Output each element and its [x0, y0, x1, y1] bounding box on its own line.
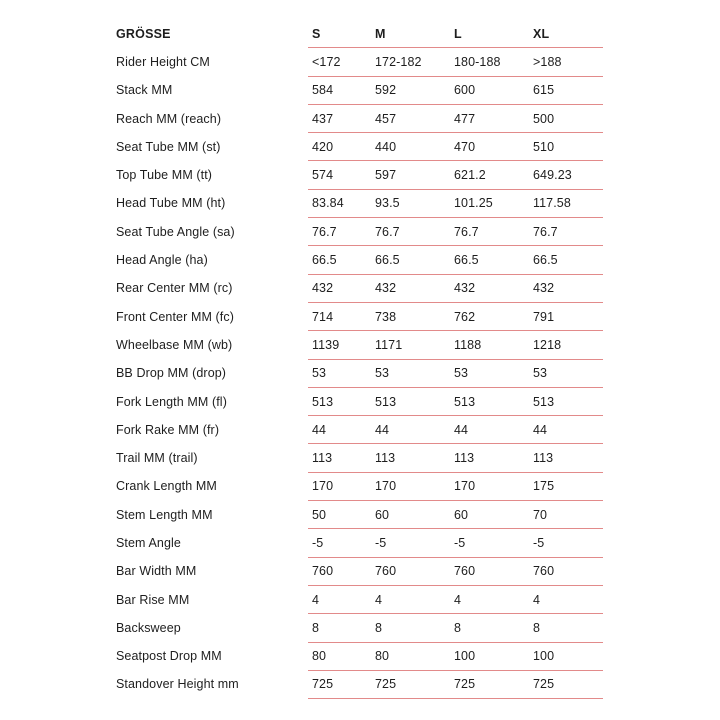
cell-l: 1188 — [450, 331, 529, 359]
table-row — [110, 161, 603, 189]
table-row — [110, 218, 603, 246]
cell-l: -5 — [450, 529, 529, 557]
cell-xl: 53 — [529, 359, 603, 387]
cell-xl: 760 — [529, 557, 603, 585]
cell-s: 113 — [308, 444, 371, 472]
cell-xl: 500 — [529, 104, 603, 132]
cell-xl: 1218 — [529, 331, 603, 359]
table-row — [110, 529, 603, 557]
cell-m: 592 — [371, 76, 450, 104]
cell-m: 738 — [371, 302, 450, 330]
cell-l: 470 — [450, 133, 529, 161]
cell-s: 4 — [308, 585, 371, 613]
cell-l: 100 — [450, 642, 529, 670]
cell-m: 1171 — [371, 331, 450, 359]
cell-s: 432 — [308, 274, 371, 302]
cell-s: 8 — [308, 614, 371, 642]
cell-s: 725 — [308, 670, 371, 698]
cell-l: 725 — [450, 670, 529, 698]
table-body — [110, 48, 603, 699]
cell-s: 53 — [308, 359, 371, 387]
table-row — [110, 501, 603, 529]
cell-l: 60 — [450, 501, 529, 529]
cell-s: <172 — [308, 48, 371, 76]
cell-l: 762 — [450, 302, 529, 330]
row-label: Head Angle (ha) — [116, 253, 208, 268]
cell-s: 50 — [308, 501, 371, 529]
cell-xl: -5 — [529, 529, 603, 557]
cell-s: 437 — [308, 104, 371, 132]
cell-m: 760 — [371, 557, 450, 585]
row-label: Stem Length MM — [116, 507, 213, 522]
table-row — [110, 444, 603, 472]
cell-m: 597 — [371, 161, 450, 189]
table-row — [110, 557, 603, 585]
table-row — [110, 133, 603, 161]
cell-s: 83.84 — [308, 189, 371, 217]
cell-m: 170 — [371, 472, 450, 500]
cell-m: 725 — [371, 670, 450, 698]
cell-s: 44 — [308, 416, 371, 444]
cell-xl: 432 — [529, 274, 603, 302]
cell-m: 513 — [371, 387, 450, 415]
cell-s: 584 — [308, 76, 371, 104]
cell-l: 113 — [450, 444, 529, 472]
cell-xl: 113 — [529, 444, 603, 472]
row-label: Seat Tube Angle (sa) — [116, 224, 235, 239]
cell-m: 113 — [371, 444, 450, 472]
cell-l: 760 — [450, 557, 529, 585]
cell-xl: 44 — [529, 416, 603, 444]
cell-s: 66.5 — [308, 246, 371, 274]
row-label: Front Center MM (fc) — [116, 309, 234, 324]
cell-l: 4 — [450, 585, 529, 613]
row-label: BB Drop MM (drop) — [116, 366, 227, 381]
row-label: Crank Length MM — [116, 479, 217, 494]
row-label: Seatpost Drop MM — [116, 649, 222, 664]
cell-xl: 4 — [529, 585, 603, 613]
table-row — [110, 189, 603, 217]
cell-l: 477 — [450, 104, 529, 132]
cell-xl: 791 — [529, 302, 603, 330]
cell-xl: 513 — [529, 387, 603, 415]
row-label: Seat Tube MM (st) — [116, 139, 221, 154]
cell-xl: 76.7 — [529, 218, 603, 246]
cell-xl: 117.58 — [529, 189, 603, 217]
row-label: Fork Length MM (fl) — [116, 394, 227, 409]
table-row — [110, 274, 603, 302]
cell-xl: 510 — [529, 133, 603, 161]
table-row — [110, 585, 603, 613]
cell-xl: 8 — [529, 614, 603, 642]
table-row — [110, 331, 603, 359]
cell-m: 8 — [371, 614, 450, 642]
cell-s: 760 — [308, 557, 371, 585]
cell-m: 4 — [371, 585, 450, 613]
cell-m: 76.7 — [371, 218, 450, 246]
cell-l: 8 — [450, 614, 529, 642]
row-label: Bar Rise MM — [116, 592, 190, 607]
cell-s: 574 — [308, 161, 371, 189]
cell-l: 53 — [450, 359, 529, 387]
cell-m: 457 — [371, 104, 450, 132]
row-label: Top Tube MM (tt) — [116, 168, 213, 183]
size-header-l: L — [450, 20, 529, 48]
cell-s: 80 — [308, 642, 371, 670]
cell-s: 76.7 — [308, 218, 371, 246]
cell-l: 513 — [450, 387, 529, 415]
cell-m: 80 — [371, 642, 450, 670]
size-header-label: GRÖSSE — [116, 26, 171, 41]
cell-s: 714 — [308, 302, 371, 330]
header-row — [110, 20, 603, 48]
size-header-m: M — [371, 20, 450, 48]
table-row — [110, 642, 603, 670]
cell-xl: 649.23 — [529, 161, 603, 189]
cell-l: 180-188 — [450, 48, 529, 76]
cell-l: 76.7 — [450, 218, 529, 246]
cell-m: 66.5 — [371, 246, 450, 274]
cell-xl: 66.5 — [529, 246, 603, 274]
cell-s: 420 — [308, 133, 371, 161]
cell-m: 53 — [371, 359, 450, 387]
cell-m: 172-182 — [371, 48, 450, 76]
cell-m: 432 — [371, 274, 450, 302]
cell-xl: >188 — [529, 48, 603, 76]
table-row — [110, 614, 603, 642]
cell-m: 440 — [371, 133, 450, 161]
row-label: Standover Height mm — [116, 677, 239, 692]
cell-xl: 70 — [529, 501, 603, 529]
cell-m: -5 — [371, 529, 450, 557]
row-label: Rider Height CM — [116, 54, 210, 69]
table-row — [110, 246, 603, 274]
geometry-table — [110, 20, 603, 699]
row-label: Head Tube MM (ht) — [116, 196, 226, 211]
row-label: Reach MM (reach) — [116, 111, 222, 126]
cell-s: -5 — [308, 529, 371, 557]
size-header-s: S — [308, 20, 371, 48]
table-row — [110, 670, 603, 698]
cell-xl: 725 — [529, 670, 603, 698]
cell-s: 1139 — [308, 331, 371, 359]
row-label: Stack MM — [116, 83, 173, 98]
cell-m: 93.5 — [371, 189, 450, 217]
cell-l: 600 — [450, 76, 529, 104]
size-header-xl: XL — [529, 20, 603, 48]
cell-xl: 100 — [529, 642, 603, 670]
cell-m: 44 — [371, 416, 450, 444]
cell-xl: 175 — [529, 472, 603, 500]
table-row — [110, 104, 603, 132]
row-label: Stem Angle — [116, 535, 181, 550]
cell-l: 44 — [450, 416, 529, 444]
row-label: Trail MM (trail) — [116, 451, 198, 466]
table-row — [110, 302, 603, 330]
cell-l: 432 — [450, 274, 529, 302]
cell-m: 60 — [371, 501, 450, 529]
row-label: Bar Width MM — [116, 564, 197, 579]
cell-l: 621.2 — [450, 161, 529, 189]
row-label: Backsweep — [116, 620, 181, 635]
cell-l: 101.25 — [450, 189, 529, 217]
table-row — [110, 359, 603, 387]
row-label: Fork Rake MM (fr) — [116, 422, 220, 437]
table-row — [110, 48, 603, 76]
cell-s: 513 — [308, 387, 371, 415]
row-label: Wheelbase MM (wb) — [116, 337, 233, 352]
table-row — [110, 472, 603, 500]
cell-l: 170 — [450, 472, 529, 500]
table-row — [110, 416, 603, 444]
row-label: Rear Center MM (rc) — [116, 281, 233, 296]
cell-s: 170 — [308, 472, 371, 500]
cell-xl: 615 — [529, 76, 603, 104]
table-row — [110, 387, 603, 415]
cell-l: 66.5 — [450, 246, 529, 274]
table-row — [110, 76, 603, 104]
